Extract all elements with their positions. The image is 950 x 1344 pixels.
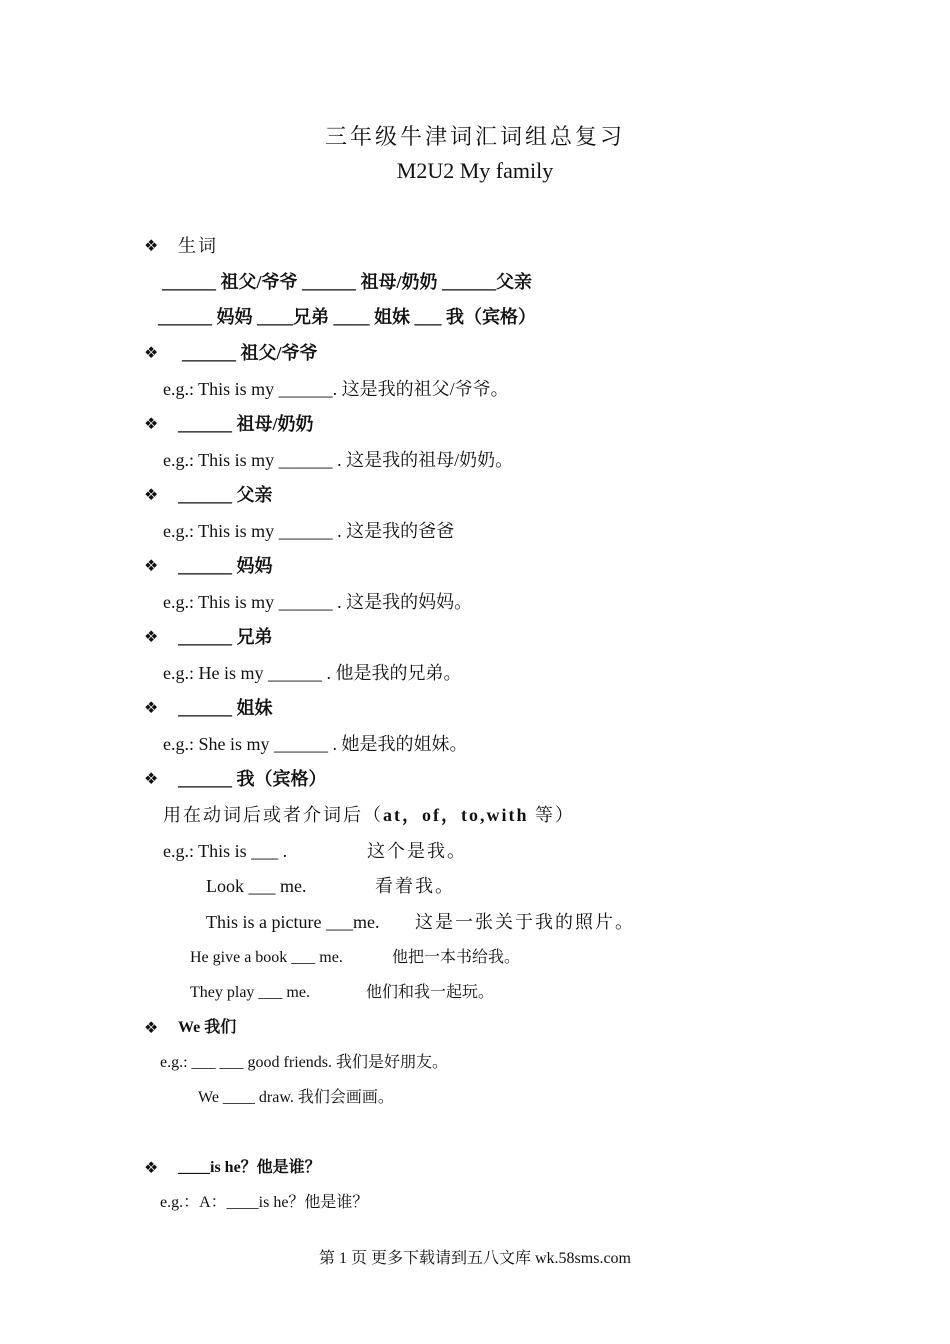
bullet-icon: ❖	[144, 698, 159, 717]
example-me-3-translation: 这是一张关于我的照片。	[415, 912, 635, 932]
page-footer: 第 1 页 更多下载请到五八文库 wk.58sms.com	[318, 1250, 631, 1267]
section-heading-who: ____is he？他是谁？	[178, 1159, 321, 1176]
bullet-icon: ❖	[144, 556, 159, 575]
example-me-5-translation: 他们和我一起玩。	[366, 984, 495, 1001]
example-me-1: e.g.: This is ___ .	[163, 841, 288, 861]
example-we-1: e.g.: ___ ___ good friends. 我们是好朋友。	[160, 1054, 448, 1071]
section-heading-mother: ______ 妈妈	[178, 556, 273, 576]
bullet-icon: ❖	[144, 1018, 159, 1037]
example-sister: e.g.: She is my ______ . 她是我的姐妹。	[163, 734, 468, 754]
example-me-1-translation: 这个是我。	[367, 841, 467, 861]
usage-note-pre: 用在动词后或者介词后（	[163, 805, 383, 825]
section-heading-we: We 我们	[178, 1019, 237, 1036]
bullet-icon: ❖	[144, 414, 159, 433]
section-heading-me: ______ 我（宾格）	[178, 769, 327, 789]
usage-note-prepositions: at，of，to,with	[383, 805, 529, 825]
example-father: e.g.: This is my ______ . 这是我的爸爸	[163, 521, 455, 541]
section-heading-brother: ______ 兄弟	[178, 627, 273, 647]
section-heading-grandfather: ______ 祖父/爷爷	[182, 343, 318, 363]
bullet-icon: ❖	[144, 769, 159, 788]
example-mother: e.g.: This is my ______ . 这是我的妈妈。	[163, 592, 473, 612]
example-me-2-translation: 看着我。	[375, 876, 455, 896]
example-grandmother: e.g.: This is my ______ . 这是我的祖母/奶奶。	[163, 450, 514, 470]
document-subtitle: M2U2 My family	[396, 158, 554, 183]
example-me-4: He give a book ___ me.	[190, 949, 343, 966]
bullet-icon: ❖	[144, 1158, 159, 1177]
vocab-line-1: ______ 祖父/爷爷 ______ 祖母/奶奶 ______父亲	[162, 272, 533, 292]
bullet-icon: ❖	[144, 485, 159, 504]
example-we-2: We ____ draw. 我们会画画。	[198, 1089, 394, 1106]
example-grandfather: e.g.: This is my ______. 这是我的祖父/爷爷。	[163, 379, 509, 399]
document-title: 三年级牛津词汇词组总复习	[324, 124, 625, 149]
usage-note-post: 等）	[528, 805, 575, 825]
bullet-icon: ❖	[144, 627, 159, 646]
bullet-icon: ❖	[144, 343, 159, 362]
vocab-line-2: ______ 妈妈 ____兄弟 ____ 姐妹 ___ 我（宾格）	[158, 307, 536, 327]
bullet-icon: ❖	[144, 236, 159, 255]
example-me-4-translation: 他把一本书给我。	[392, 949, 521, 966]
example-me-2: Look ___ me.	[206, 876, 307, 896]
example-who-1: e.g.：A：____is he？他是谁？	[160, 1194, 369, 1211]
vocab-header: 生词	[178, 236, 218, 256]
section-heading-father: ______ 父亲	[178, 485, 273, 505]
example-me-5: They play ___ me.	[190, 984, 310, 1001]
section-heading-sister: ______ 姐妹	[178, 698, 273, 718]
example-brother: e.g.: He is my ______ . 他是我的兄弟。	[163, 663, 462, 683]
usage-note	[163, 803, 575, 827]
section-heading-grandmother: ______ 祖母/奶奶	[178, 414, 314, 434]
example-me-3: This is a picture ___me.	[206, 912, 380, 932]
